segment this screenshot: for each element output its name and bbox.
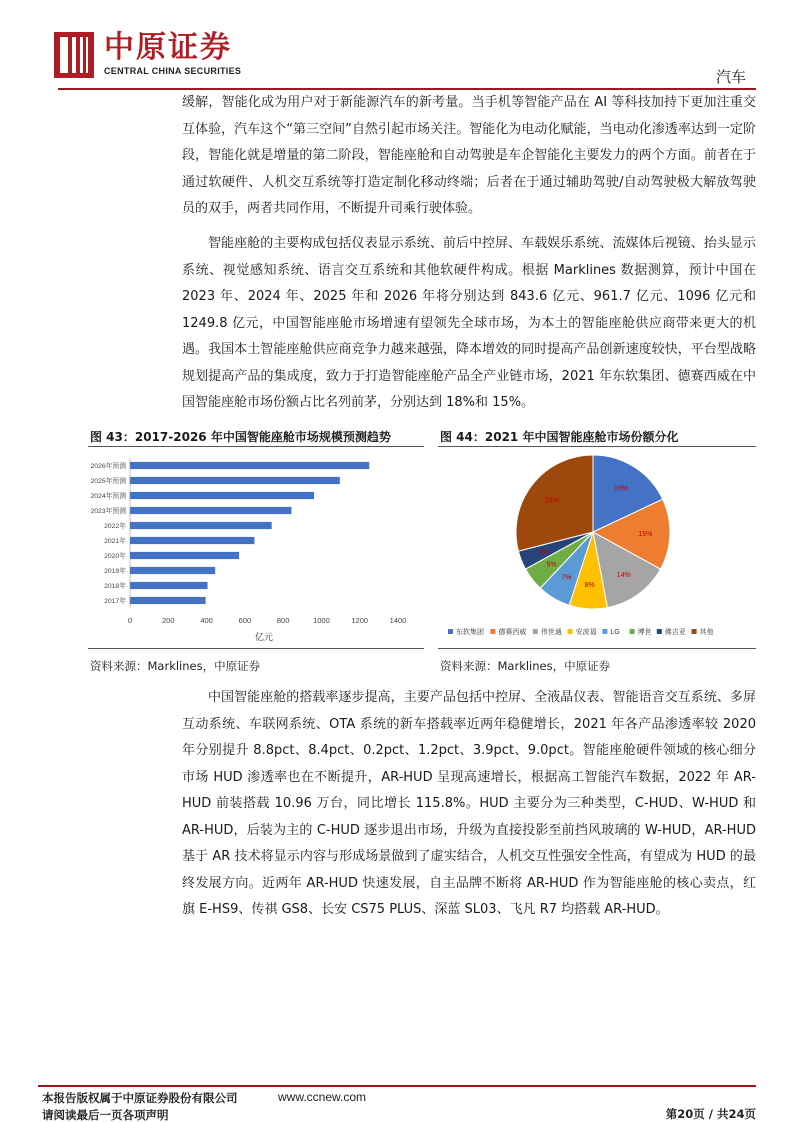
figure-43-top-rule	[88, 446, 424, 447]
x-tick-label-3: 600	[238, 616, 252, 625]
legend-label-1: 德赛西威	[498, 629, 527, 636]
x-tick-label-5: 1000	[313, 616, 330, 625]
bar-2019年	[130, 567, 215, 574]
footer-divider	[38, 1085, 756, 1087]
legend-swatch-6	[657, 629, 662, 634]
pie-data-label-2: 14%	[616, 571, 631, 579]
bar-2020年	[130, 552, 239, 559]
pie-data-label-7: 29%	[544, 497, 559, 505]
pie-data-label-4: 7%	[561, 574, 572, 582]
pie-data-label-0: 18%	[614, 485, 629, 493]
section-label: 汽车	[715, 68, 746, 86]
market-share-pie-chart	[438, 452, 756, 646]
paragraph-1: 缓解，智能化成为用户对于新能源汽车的新考量。当手机等智能产品在 AI 等科技加持下更加注重交互体验，汽车这个“第三空间”自然引起市场关注。智能化为电动化赋能，当电动化渗透率达到一定阶段，智能化就是增量的第二阶段，智能座舱和自动驾驶是车企智能化主要发力的两个方面。前者在于通过软硬件、人机交互系统等打造定制化移动终端；后者在于通过辅助驾驶/自动驾驶极大解放驾驶员的双手，两者共同作用，不断提升司乘行驶体验。	[182, 95, 756, 216]
category-label-2: 2019年	[104, 568, 126, 575]
legend-swatch-1	[490, 629, 495, 634]
category-label-3: 2020年	[104, 553, 126, 560]
legend-label-5: 博世	[637, 629, 652, 636]
x-tick-label-6: 1200	[351, 616, 369, 625]
company-logo-chinese: 中原证券	[104, 30, 232, 65]
category-label-9: 2026年预测	[90, 463, 126, 470]
bar-2025年预测	[130, 477, 340, 484]
figure-43-bottom-rule	[88, 648, 424, 649]
footer-copyright: 本报告版权属于中原证券股份有限公司	[42, 1091, 238, 1105]
bar-2022年	[130, 522, 272, 529]
x-tick-label-2: 400	[200, 616, 213, 625]
footer-disclaimer: 请阅读最后一页各项声明	[42, 1108, 169, 1122]
category-label-7: 2024年预测	[90, 493, 126, 500]
paragraph-3: 中国智能座舱的搭载率逐步提高，主要产品包括中控屏、全液晶仪表、智能语音交互系统、多屏互动系统、车联网系统、OTA 系统的新车搭载率近两年稳健增长，2021 年各产品渗透率较 2020 年分别提升 8.8pct、8.4pct、0.2pct、1.2pct、3.9pct、9.0pct。智能座舱硬件领域的核心细分市场 HUD 渗透率也在不断提升，AR-HUD 呈现高速增长，根据高工智能汽车数据，2022 年 AR-HUD 前装搭载 10.96 万台，同比增长 115.8%。HUD 主要分为三种类型，C-HUD、W-HUD 和 AR-HUD，后装为主的 C-HUD 逐步退出市场，升级为直接投影至前挡风玻璃的 W-HUD，AR-HUD 基于 AR 技术将显示内容与形成场景做到了虚实结合，人机交互性强安全性高，有望成为 HUD 的最终发展方向。近两年 AR-HUD 快速发展，自主品牌不断将 AR-HUD 作为智能座舱的核心卖点，红旗 E-HS9、传祺 GS8、长安 CS75 PLUS、深蓝 SL03、飞凡 R7 均搭载 AR-HUD。	[182, 690, 756, 917]
x-tick-label-7: 1400	[389, 616, 407, 625]
category-label-4: 2021年	[104, 538, 126, 545]
pie-data-label-5: 5%	[546, 561, 557, 569]
bar-2017年	[130, 597, 206, 604]
legend-label-6: 佛吉亚	[664, 629, 686, 636]
bar-2018年	[130, 582, 208, 589]
legend-label-4: LG	[610, 629, 620, 636]
legend-swatch-2	[533, 629, 538, 634]
category-label-8: 2025年预测	[90, 478, 126, 485]
pie-data-label-6: 4%	[539, 548, 550, 556]
company-logo-mark	[54, 32, 94, 78]
x-axis-label: 亿元	[254, 632, 274, 642]
legend-swatch-5	[630, 629, 635, 634]
category-label-1: 2018年	[104, 583, 126, 590]
category-label-0: 2017年	[104, 598, 126, 605]
paragraph-2: 智能座舱的主要构成包括仪表显示系统、前后中控屏、车载娱乐系统、流媒体后视镜、抬头显示系统、视觉感知系统、语言交互系统和其他软硬件构成。根据 Marklines 数据测算，预计中国在 2023 年、2024 年、2025 年和 2026 年将分别达到 843.6 亿元、961.7 亿元、1096 亿元和 1249.8 亿元，中国智能座舱市场增速有望领先全球市场，为本土的智能座舱供应商带来更大的机遇。我国本土智能座舱供应商竞争力越来越强，降本增效的同时提高产品创新速度较快，平台型战略规划提高产品的集成度，致力于打造智能座舱产品全产业链市场，2021 年东软集团、德赛西威在中国智能座舱市场份额占比名列前茅，分别达到 18%和 15%。	[182, 236, 756, 410]
figure-43-source: 资料来源：Marklines，中原证券	[90, 659, 261, 673]
x-tick-label-4: 800	[276, 616, 290, 625]
pie-data-label-1: 15%	[638, 531, 653, 539]
legend-label-3: 安波福	[575, 629, 597, 636]
legend-swatch-4	[602, 629, 607, 634]
legend-label-0: 东软集团	[456, 629, 484, 636]
bar-2023年预测	[130, 507, 291, 514]
legend-label-7: 其他	[699, 629, 714, 636]
market-size-bar-chart	[88, 452, 424, 646]
figure-44-source: 资料来源：Marklines，中原证券	[440, 659, 611, 673]
pie-data-label-3: 8%	[584, 581, 595, 589]
bar-2021年	[130, 537, 254, 544]
figure-44-title: 图 44：2021 年中国智能座舱市场份额分化	[440, 430, 679, 444]
legend-swatch-3	[568, 629, 573, 634]
legend-label-2: 伟世通	[540, 629, 562, 636]
x-tick-label-1: 200	[162, 616, 175, 625]
figure-44-bottom-rule	[438, 648, 756, 649]
footer-website-link[interactable]: www.ccnew.com	[278, 1090, 367, 1104]
legend-swatch-7	[692, 629, 697, 634]
bar-2026年预测	[130, 462, 369, 469]
bar-2024年预测	[130, 492, 314, 499]
x-tick-label-0: 0	[127, 616, 133, 625]
footer-page-number: 第20页 / 共24页	[665, 1107, 756, 1121]
legend-swatch-0	[448, 629, 453, 634]
company-logo-english: CENTRAL CHINA SECURITIES	[104, 66, 242, 76]
figure-43-title: 图 43：2017-2026 年中国智能座舱市场规模预测趋势	[90, 430, 391, 444]
figure-44-top-rule	[438, 446, 756, 447]
category-label-5: 2022年	[104, 523, 126, 530]
category-label-6: 2023年预测	[90, 508, 126, 515]
